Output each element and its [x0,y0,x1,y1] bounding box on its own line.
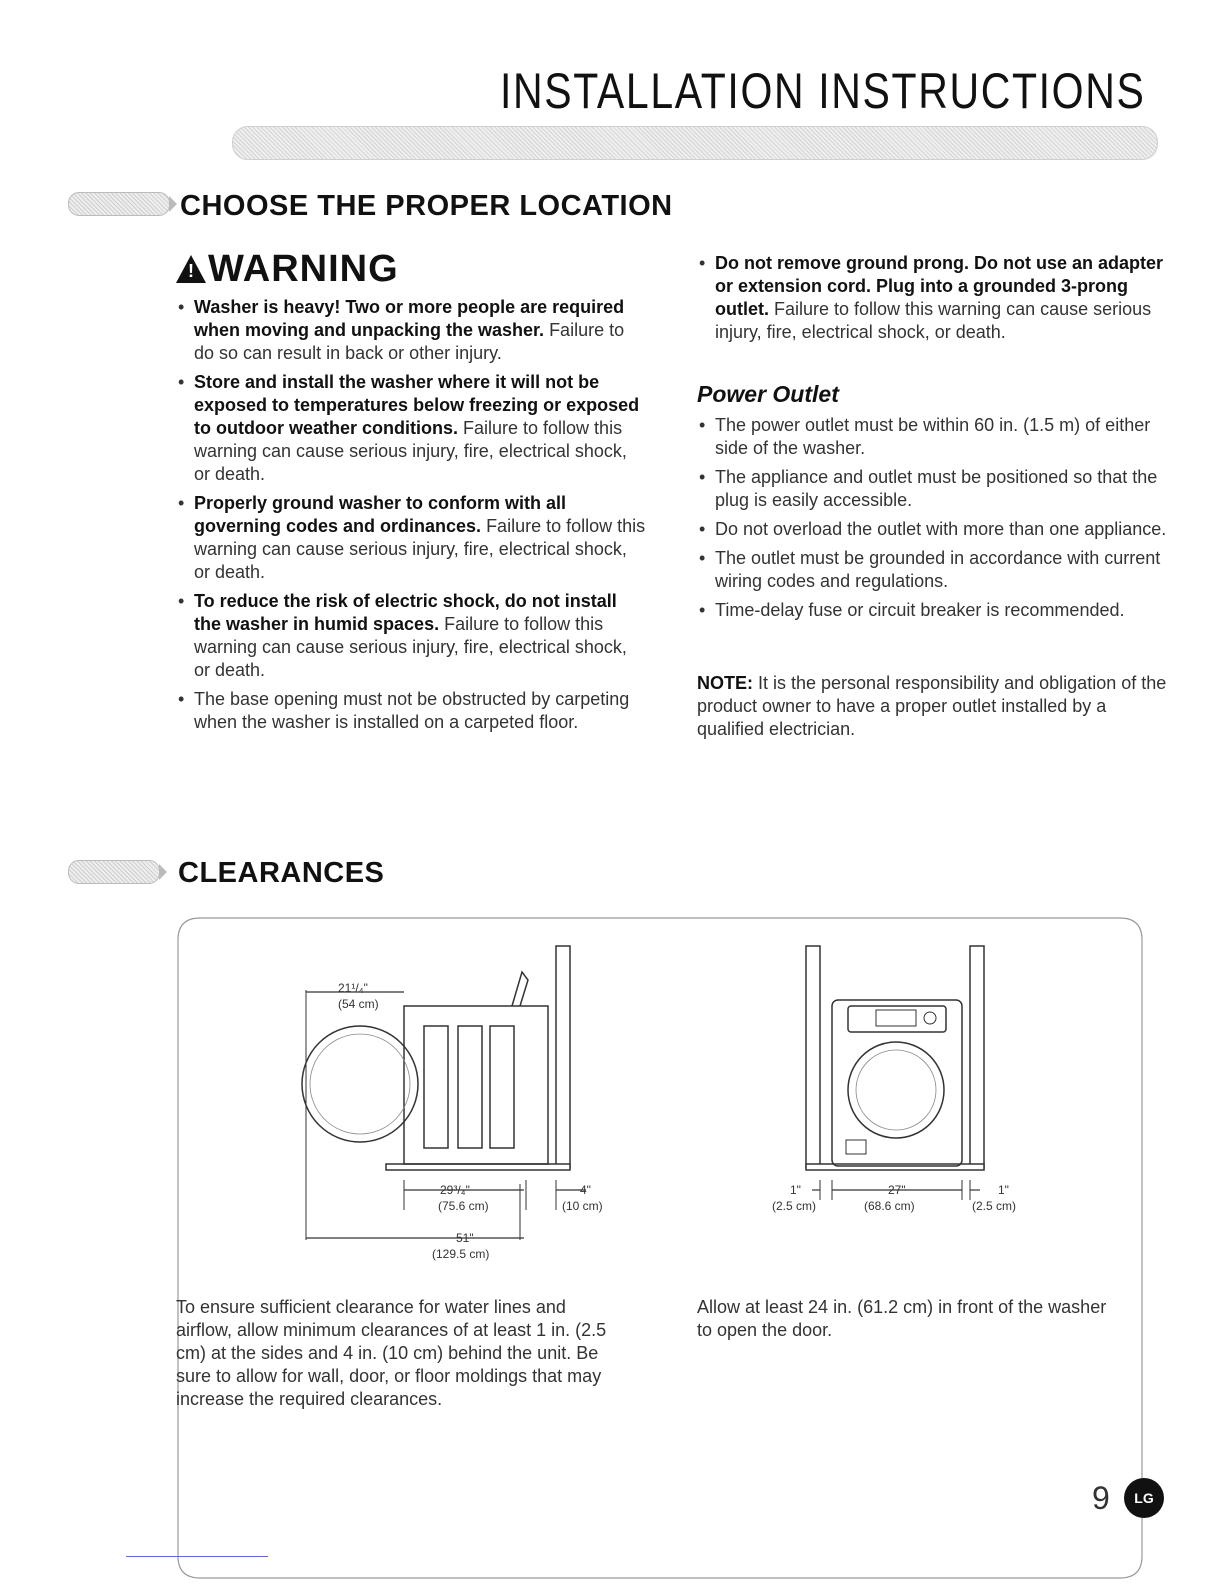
warning-item: • Store and install the washer where it will not be exposed to temperatures below freezing or exposed to outdoor weather conditions. Failure to follow this warning can cause serious injury, fire, electrical shock, or death. [176,371,646,486]
warning-item: • Properly ground washer to conform with all governing codes and ordinances. Failure to follow this warning can cause serious injury, fire, electrical shock, or death. [176,492,646,584]
dim-side-depth: 29³/₄" [440,1183,470,1197]
washer-body-side [404,1006,548,1164]
dim-front-right-cm: (2.5 cm) [972,1199,1017,1213]
floor [386,1164,570,1170]
dim-front-width-cm: (68.6 cm) [864,1199,915,1213]
power-outlet-note: NOTE: It is the personal responsibility and obligation of the product owner to have a proper outlet installed by a qualified electrician. [697,673,1167,739]
dim-front-left: 1" [790,1183,801,1197]
dim-side-total-cm: (129.5 cm) [432,1247,490,1261]
lg-logo: LG [1124,1478,1164,1518]
hose [512,972,528,1006]
left-wall [806,946,820,1168]
rear-wall [556,946,570,1168]
dim-side-back: 4" [580,1183,591,1197]
power-outlet-item: • Do not overload the outlet with more than one appliance. [697,518,1167,541]
bottom-link-line [126,1556,268,1557]
page-number: 9 [1092,1480,1110,1516]
page-title: INSTALLATION INSTRUCTIONS [500,63,1146,119]
front-view-washer [806,946,984,1200]
power-outlet-item: • The power outlet must be within 60 in. (1.5 m) of either side of the washer. [697,414,1167,460]
warning-label: WARNING [208,248,399,290]
dim-front-left-cm: (2.5 cm) [772,1199,817,1213]
section-heading-location: CHOOSE THE PROPER LOCATION [180,190,673,222]
dim-front-width: 27" [888,1183,906,1197]
warning-item: • The base opening must not be obstructed by carpeting when the washer is installed on a carpeted floor. [176,688,646,734]
dim-side-total: 51" [456,1231,474,1245]
clearance-text-front: Allow at least 24 in. (61.2 cm) in front of the washer to open the door. [697,1297,1107,1340]
warning-item: • To reduce the risk of electric shock, do not install the washer in humid spaces. Failure to follow this warning can cause serious injury, fire, electrical shock, or death. [176,590,646,682]
floor [806,1164,984,1170]
washer-body-front [832,1000,962,1166]
door-open-side [302,1026,418,1142]
warning-item-ground: • Do not remove ground prong. Do not use an adapter or extension cord. Plug into a grounded 3-prong outlet. Failure to follow this warning can cause serious injury, fire, electrical shock, or death. [697,252,1167,344]
clearance-text-sides: To ensure sufficient clearance for water lines and airflow, allow minimum clearances of at least 1 in. (2.5 cm) at the sides and 4 in. (10 cm) behind the unit. Be sure to allow for wall, door, or floor moldings that may increase the required clearances. [176,1297,607,1409]
section-heading-clearances: CLEARANCES [178,857,385,889]
diagram-frame [178,918,1142,1578]
dim-side-top-cm: (54 cm) [338,997,379,1011]
right-wall [970,946,984,1168]
door-front [848,1042,944,1138]
dim-side-depth-cm: (75.6 cm) [438,1199,489,1213]
power-outlet-heading: Power Outlet [697,381,839,407]
dim-side-top: 21¹/₄" [338,981,368,995]
warning-item: • Washer is heavy! Two or more people are required when moving and unpacking the washer. Failure to do so can result in back or other injury. [176,296,646,365]
power-outlet-item: • The appliance and outlet must be positioned so that the plug is easily accessible. [697,466,1167,512]
power-outlet-item: • Time-delay fuse or circuit breaker is recommended. [697,599,1167,622]
dim-side-back-cm: (10 cm) [562,1199,603,1213]
dim-front-right: 1" [998,1183,1009,1197]
power-outlet-item: • The outlet must be grounded in accordance with current wiring codes and regulations. [697,547,1167,593]
